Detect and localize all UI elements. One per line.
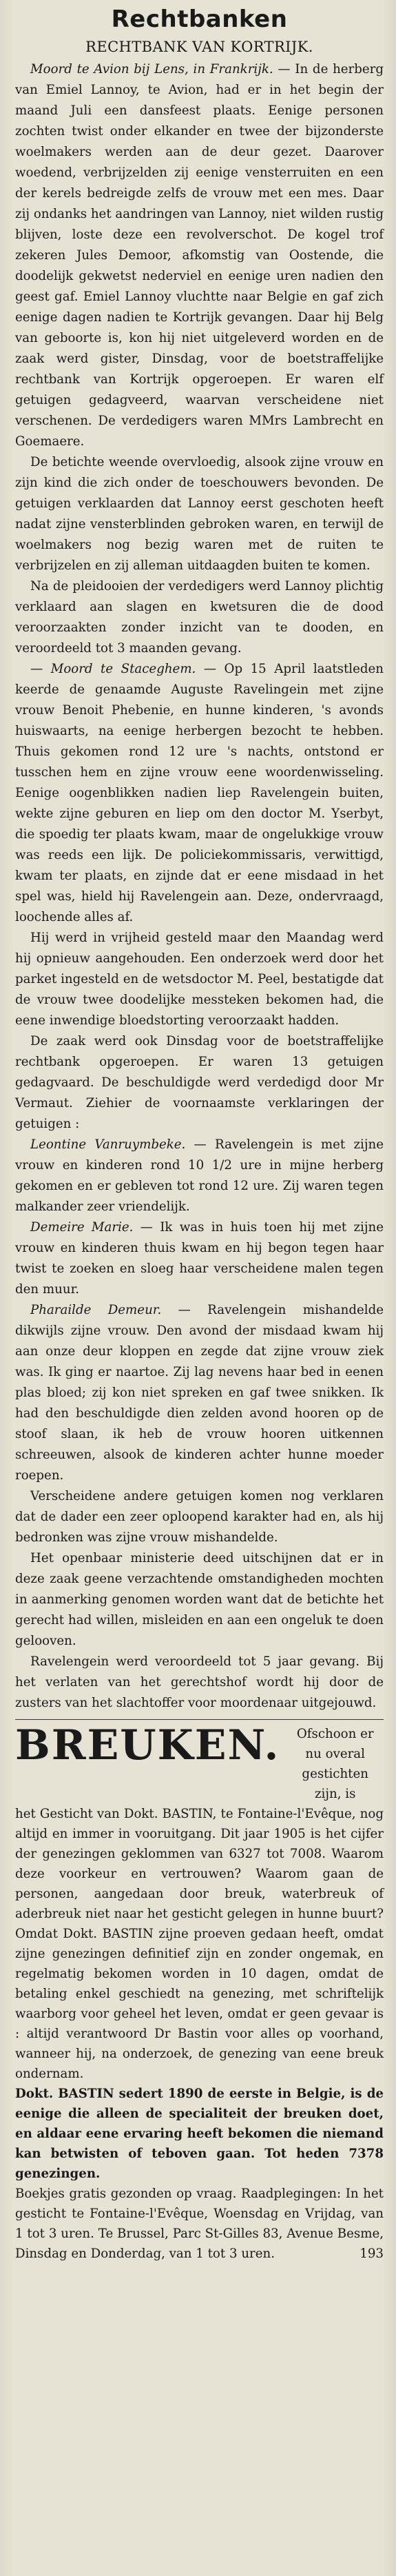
- article-paragraph: Het openbaar ministerie deed uitschijnen dat er in deze zaak geene verzachtende omstandigheden mochten in aanmerking genomen worden want dat de betichte het gerecht had willen, misleiden en aan een ongeluk te doen gelooven.: [15, 1551, 384, 1648]
- court-title: RECHTBANK VAN KORTRIJK.: [85, 39, 313, 55]
- article-paragraph: De betichte weende overvloedig, alsook zijne vrouw en zijn kind die zich onder de toeschouwers bevonden. De getuigen verklaarden dat Lannoy eerst geschoten heeft nadat zijne vensterblinden gebroken waren, en terwijl de woelmakers nog bezig waren met de ruiten te verbrijzelen en zij alleman uitdaagden buiten te komen.: [15, 455, 384, 573]
- witness-name: Pharailde Demeur.: [30, 1303, 162, 1317]
- article-paragraph: [15, 659, 384, 928]
- section-masthead: Rechtbanken: [111, 6, 288, 33]
- paragraph-text: — Op 15 April laatstleden keerde de genaamde Auguste Ravelingein met zijne vrouw Benoit Phebenie, en hunne kinderen, 's avonds huiswaarts, na eenige herbergen bezocht te hebben. Thuis gekomen rond 12 ure 's nachts, ontstond er tusschen hem en zijne vrouw eene woordenwisseling. Eenige oogenblikken nadien liep Ravelengein buiten, wekte zijne geburen en liep om den doctor M. Yserbyt, die spoedig ter plaats kwam, maar de ongelukkige vrouw was reeds een lijk. De policiekommissaris, verwittigd, kwam ter plaats, en zijnde dat er eene misdaad in het spel was, hield hij Ravelengein aan. Deze, ondervraagd, loochende alles af.: [15, 662, 384, 924]
- witness-text: — Ravelengein is met zijne vrouw en kinderen rond 10 1/2 ure in mijne herberg gekomen en er gebleven tot rond 12 ure. Zij waren tegen malkander zeer vriendelijk.: [15, 1137, 384, 1214]
- article-paragraph: [15, 59, 384, 452]
- article-paragraph: Ravelengein werd veroordeeld tot 5 jaar gevang. Bij het verlaten van het gerechtshof wordt hij door de zusters van het slachtoffer voor moordenaar uitgejouwd.: [15, 1654, 384, 1710]
- witness-name: Demeire Marie.: [30, 1220, 134, 1235]
- case-heading: Moord te Staceghem.: [50, 662, 196, 676]
- advert-intro: Ofschoon er nu overal gestichten zijn, is: [296, 1727, 374, 1801]
- page-number: 193: [359, 2247, 384, 2261]
- advert-header: [15, 1721, 384, 1804]
- case-heading: Moord te Avion bij Lens, in Frankrijk.: [30, 62, 273, 77]
- advert-consultation-text: Boekjes gratis gezonden op vraag. Raadplegingen: In het gesticht te Fontaine-l'Evêque, Woensdag en Vrijdag, van 1 tot 3 uren. Te Brussel, Parc St-Gilles 83, Avenue Besme, Dinsdag en Donderdag, van 1 tot 3 uren.: [15, 2187, 384, 2261]
- witness-statement: [15, 1135, 384, 1217]
- article-paragraph: De zaak werd ook Dinsdag voor de boetstraffelijke rechtbank opgeroepen. Er waren 13 getuigen gedagvaard. De beschuldigde werd verdedigd door Mr Vermaut. Ziehier de voornaamste verklaringen der getuigen :: [15, 1034, 384, 1131]
- paragraph-dash: —: [30, 662, 51, 676]
- paragraph-text: — In de herberg van Emiel Lannoy, te Avion, had er in het begin der maand Juli een dansfeest plaats. Eenige personen zochten twist onder elkander en twee der bijzonderste woelmakers werden aan de deur gezet. Daarover woedend, verbrijzelden zij eenige vensterruiten en een der kerels bedreigde zelfs de vrouw met een mes. Daar zij ondanks het aandringen van Lannoy, niet wilden rustig blijven, loste deze een revolverschot. De kogel trof zekeren Jules Demoor, afkomstig van Oostende, die doodelijk gekwetst nederviel en eenige uren nadien den geest gaf. Emiel Lannoy vluchtte naar Belgie en gaf zich eenige dagen nadien te Kortrijk gevangen. Daar hij Belg van geboorte is, kon hij niet uitgeleverd worden en de zaak werd gister, Dinsdag, voor de boetstraffelijke rechtbank van Kortrijk opgeroepen. Er waren elf getuigen gedagveerd, waarvan verscheidene niet verschenen. De verdedigers waren MMrs Lambrecht en Goemaere.: [15, 62, 384, 449]
- witness-text: — Ravelengein mishandelde dikwijls zijne vrouw. Den avond der misdaad kwam hij aan onze deur kloppen en zegde dat zijne vrouw ziek was. Ik ging er naartoe. Zij lag nevens haar bed in eenen plas bloed; zij kon niet spreken en gaf twee snikken. Ik had den beschuldigde dien zelden avond hooren op de stoof slaan, ik heb de vrouw hooren uitkennen schreeuwen, alsook de kinderen achter hunne moeder roepen.: [15, 1303, 384, 1483]
- advert-paragraph: het Gesticht van Dokt. BASTIN, te Fontaine-l'Evêque, nog altijd en immer in vooruitgang. Dit jaar 1905 is het cijfer der genezingen geklommen van 6327 tot 7008. Waarom deze voorkeur en vertrouwen? Waarom gaan de personen, aangedaan door breuk, waterbreuk of aderbreuk niet naar het gesticht gelegen in hunne buurt? Omdat Dokt. BASTIN zijne proeven gedaan heeft, omdat zijne genezingen definitief zijn en zonder ongemak, en regelmatig bekomen worden in 10 dagen, omdat de betaling enkel geschiedt na genezing, met schriftelijk waarborg voor geheel het leven, omdat er geen gevaar is : altijd verantwoord Dr Bastin voor alles op voorhand, wanneer hij, na onderzoek, de genezing van eene breuk ondernam.: [15, 1807, 384, 2081]
- section-divider: [15, 1719, 384, 1720]
- witness-text: — Ik was in huis toen hij met zijne vrouw en kinderen thuis kwam en hij begon tegen haar twist te zoeken en sloeg haar verscheidene malen tegen den muur.: [15, 1220, 384, 1297]
- court-article: [15, 59, 384, 1714]
- article-paragraph: Hij werd in vrijheid gesteld maar den Maandag werd hij opnieuw aangehouden. Een onderzoek werd door het parket ingesteld en de wetsdoctor M. Peel, bestatigde dat de vrouw twee doodelijke messteken bekomen had, die eene inwendige bloedstorting veroorzaakt hadden.: [15, 931, 384, 1028]
- witness-statement: [15, 1217, 384, 1300]
- witness-name: Leontine Vanruymbeke.: [30, 1137, 186, 1152]
- advert-paragraph: [15, 2184, 384, 2264]
- article-paragraph: Verscheidene andere getuigen komen nog verklaren dat de dader een zeer oploopend karakter had en, als hij bedronken was zijne vrouw mishandelde.: [15, 1489, 384, 1545]
- article-paragraph: Na de pleidooien der verdedigers werd Lannoy plichtig verklaard aan slagen en kwetsuren die de dood veroorzaakten zonder inzicht van te dooden, en veroordeeld tot 3 maanden gevang.: [15, 579, 384, 656]
- witness-statement: [15, 1300, 384, 1486]
- advert-paragraph: Dokt. BASTIN sedert 1890 de eerste in Belgie, is de eenige die alleen de specialiteit der breuken doet, en aldaar eene ervaring heeft bekomen die niemand kan betwisten of teboven gaan. Tot heden 7378 genezingen.: [15, 2087, 384, 2181]
- hernia-advertisement: [15, 1721, 384, 2264]
- advert-headline: BREUKEN.: [15, 1721, 280, 1769]
